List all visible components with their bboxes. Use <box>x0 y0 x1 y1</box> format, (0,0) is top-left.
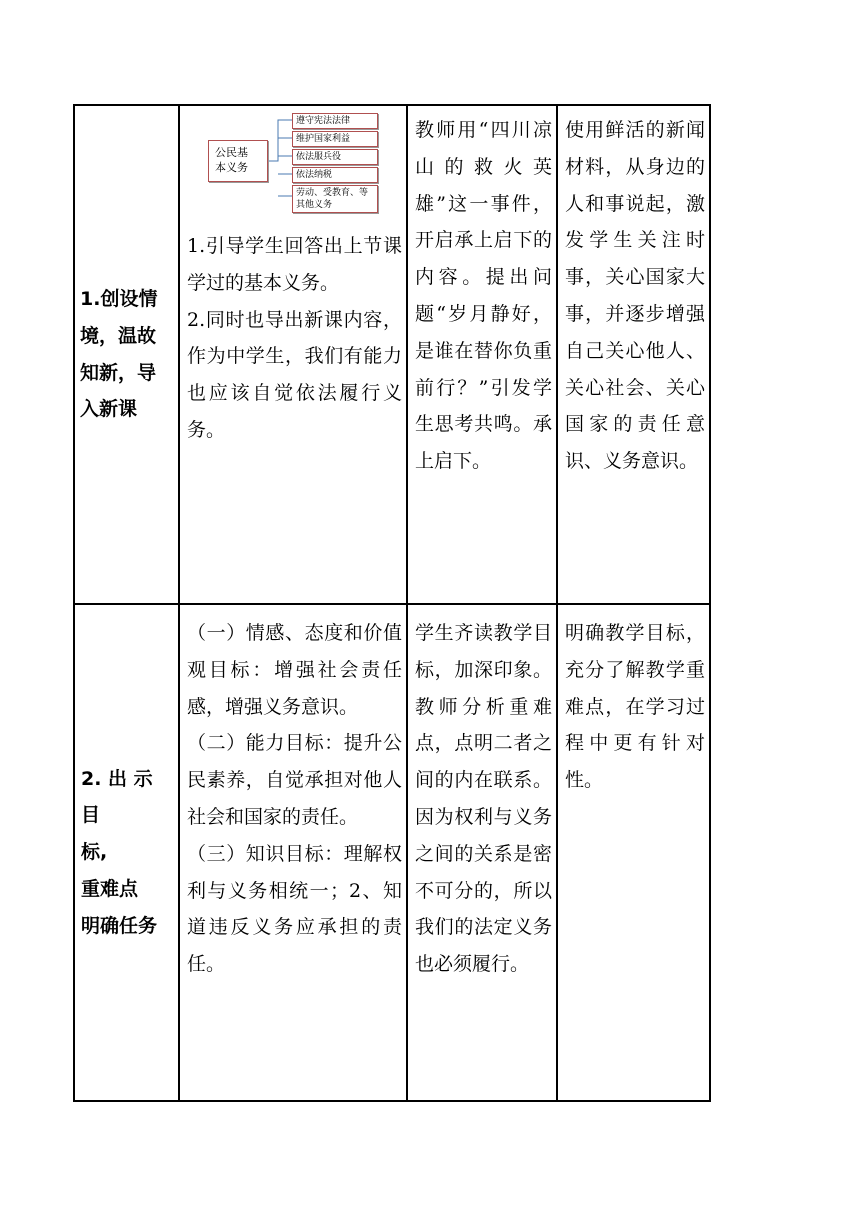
content-paragraph: （三）知识目标：理解权利与义务相统一；2、知道违反义务应承担的责任。 <box>187 842 402 976</box>
stage-title-line: 标, <box>81 841 108 864</box>
diagram-leaf: 遵守宪法法律 <box>292 113 378 129</box>
stage-title-line: 知新，导 <box>80 361 157 384</box>
diagram-leaf: 劳动、受教育、等其他义务 <box>292 185 378 213</box>
activity-cell <box>407 604 557 1101</box>
content-paragraph: （二）能力目标：提升公民素养，自觉承担对他人社会和国家的责任。 <box>187 732 402 828</box>
diagram-leaf: 依法服兵役 <box>292 149 378 165</box>
stage-cell <box>74 604 179 1101</box>
diagram-leaf: 依法纳税 <box>292 167 378 183</box>
intent-text: 明确教学目标，充分了解教学重难点，在学习过程中更有针对性。 <box>565 622 705 792</box>
intent-cell <box>557 105 710 604</box>
stage-title-line: 2. 出 示 目 <box>81 767 153 827</box>
table-row <box>74 105 710 604</box>
duties-diagram <box>200 112 406 222</box>
lesson-plan-table <box>73 104 711 1102</box>
stage-cell <box>74 105 179 604</box>
activity-cell <box>407 105 557 604</box>
diagram-leaf: 维护国家利益 <box>292 131 378 147</box>
content-paragraph: 1.引导学生回答出上节课学过的基本义务。 <box>187 235 402 294</box>
content-paragraph: 2.同时也导出新课内容，作为中学生，我们有能力也应该自觉依法履行义务。 <box>187 308 402 441</box>
stage-title-line: 境，温故 <box>80 324 157 347</box>
stage-title-line: 重难点 <box>81 877 139 900</box>
content-cell <box>179 604 407 1101</box>
content-cell <box>179 105 407 604</box>
table-row <box>74 604 710 1101</box>
content-paragraph: （一）情感、态度和价值观目标：增强社会责任感，增强义务意识。 <box>187 622 402 718</box>
stage-title-line: 入新课 <box>80 398 138 421</box>
stage-title-line: 明确任务 <box>81 914 158 937</box>
activity-text: 教师用“四川凉山的救火英雄”这一事件，开启承上启下的内容。提出问题“岁月静好，是谁在替你负重前行？”引发学生思考共鸣。承上启下。 <box>415 119 552 473</box>
stage-title-line: 1.创设情 <box>80 287 158 310</box>
activity-text: 学生齐读教学目标，加深印象。教师分析重难点，点明二者之间的内在联系。因为权利与义务之间的关系是密不可分的，所以我们的法定义务也必须履行。 <box>415 622 552 976</box>
intent-text: 使用鲜活的新闻材料，从身边的人和事说起，激发学生关注时事，关心国家大事，并逐步增强自己关心他人、关心社会、关心国家的责任意识、义务意识。 <box>565 119 705 473</box>
diagram-root: 公民基 本义务 <box>208 140 268 182</box>
intent-cell <box>557 604 710 1101</box>
